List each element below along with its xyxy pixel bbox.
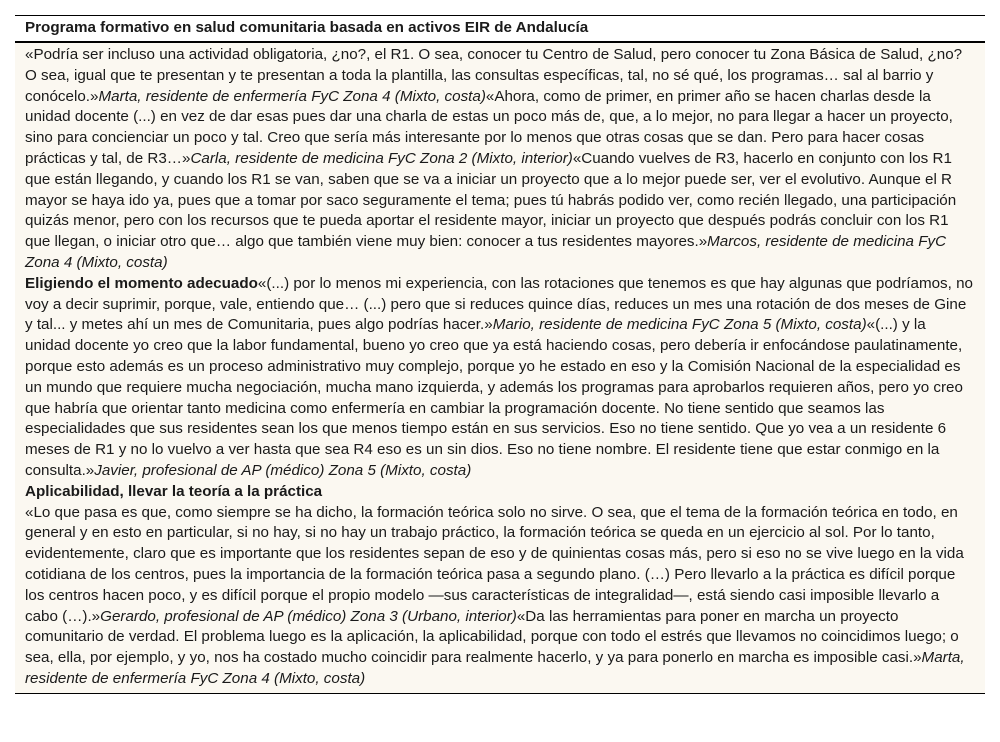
quote-author: Marta, residente de enfermería FyC Zona 4 (Mixto, costa) (98, 87, 486, 105)
section-title: Aplicabilidad, llevar la teoría a la práctica (25, 482, 323, 500)
table-title: Programa formativo en salud comunitaria basada en activos EIR de Andalucía (15, 15, 985, 43)
section-1-quotes (25, 45, 975, 274)
section-2-quotes (25, 274, 975, 482)
quote-text: «Lo que pasa es que, como siempre se ha dicho, la formación teórica solo no sirve. O sea, que el tema de la formación teórica en todo, en general y en esto en particular, si no hay, si no hay un trabajo práctico, la formación teórica se queda en un ejercicio al sol. Por lo tanto, evidentemente, claro que es importante que los residentes sepan de eso y de quinientas cosas más, pero si eso no se vive luego en la vida cotidiana de los centros, pues la importancia de la formación teórica pasa a segundo plano. (…) Pero llevarlo a la práctica es difícil porque los centros hacen poco, y es difícil porque el propio modelo —sus características de integralidad—, está siendo casi imposible llevarlo a cabo (…).» (25, 503, 964, 625)
quote-author: Gerardo, profesional de AP (médico) Zona 3 (Urbano, interior) (100, 607, 517, 625)
section-title: Eligiendo el momento adecuado (25, 274, 258, 292)
table-body (15, 43, 985, 694)
quote-author: Mario, residente de medicina FyC Zona 5 (Mixto, costa) (492, 316, 867, 334)
quote-text: «Da las herramientas para poner en marcha un proyecto comunitario de verdad. El problema luego es la aplicación, la aplicabilidad, porque con todo el estrés que llevamos no coincidimos luego; o sea, ella, por ejemplo, y yo, nos ha costado mucho coincidir para realmente hacerlo, y ya para ponerlo en marcha es imposible casi.» (25, 607, 959, 667)
quote-text: «(...) por lo menos mi experiencia, con las rotaciones que tenemos es que hay algunas que podríamos, no voy a decir suprimir, porque, vale, entiendo que… (...) pero que si reduces quince días, reduces un mes una rotación de dos meses de Gine y tal... y metes ahí un mes de Comunitaria, pues algo podrías hacer.» (25, 274, 973, 334)
quote-author: Marcos, residente de medicina FyC Zona 4 (Mixto, costa) (25, 233, 947, 271)
quote-text: «Podría ser incluso una actividad obligatoria, ¿no?, el R1. O sea, conocer tu Centro de Salud, pero conocer tu Zona Básica de Salud, ¿no? O sea, igual que te presentan y te presentan a toda la plantilla, las consultas específicas, tal, no sé qué, los programas… sal al barrio y conócelo.» (25, 46, 963, 105)
section-3-quotes (25, 503, 975, 690)
section-3-heading (25, 482, 975, 503)
quote-author: Javier, profesional de AP (médico) Zona 5 (Mixto, costa) (94, 461, 472, 479)
quote-text: «(...) y la unidad docente yo creo que la labor fundamental, bueno yo creo que ya está haciendo cosas, pero debería ir enfocándose paulatinamente, porque esto además es un proceso administrativo muy complejo, porque yo he estado en eso y la Comisión Nacional de la especialidad es un mundo que requiere mucha negociación, mucha mano izquierda, y además los programas para aprobarlos requieren años, pero yo creo que habría que orientar tanto medicina como enfermería en cambiar la programación docente. No tiene sentido que seamos las especialidades que sus residentes sean los que menos tiempo están en sus servicios. Eso no tiene sentido. Que yo vea a un residente 6 meses de R1 y no lo vuelvo a ver hasta que sea R4 eso es un sin dios. Eso no tiene nombre. El residente tiene que estar conmigo en la consulta.» (25, 316, 963, 479)
quote-author: Carla, residente de medicina FyC Zona 2 (Mixto, interior) (190, 149, 573, 167)
quotes-table (15, 15, 985, 694)
quote-author: Marta, residente de enfermería FyC Zona 4 (Mixto, costa) (25, 649, 965, 687)
quote-text: «Cuando vuelves de R3, hacerlo en conjunto con los R1 que están llegando, y cuando los R1 se van, saben que se va a iniciar un proyecto que a lo mejor puede ser, ver el evolutivo. Aunque el R mayor se haya ido ya, pues que a tomar por saco seguramente el tema; pues tú habrás podido ver, como recién llegado, una participación quizás menor, pero con los recursos que te pueda aportar el residente mayor, iniciar un proyecto que después podrás concluir con los R1 que llegan, o iniciar otro que… algo que también viene muy bien: conocer a tus residentes mayores.» (25, 149, 957, 251)
quote-text: «Ahora, como de primer, en primer año se hacen charlas desde la unidad docente (...) en vez de dar esas pues dar una charla de estas un poco más de, que, a lo mejor, no para llegar a hacer un proyecto, sino para concienciar un poco y tal. Creo que sería más interesante por lo menos que otras cosas que se dan. Pero para hacer cosas prácticas y tal, de R3…» (25, 87, 953, 167)
